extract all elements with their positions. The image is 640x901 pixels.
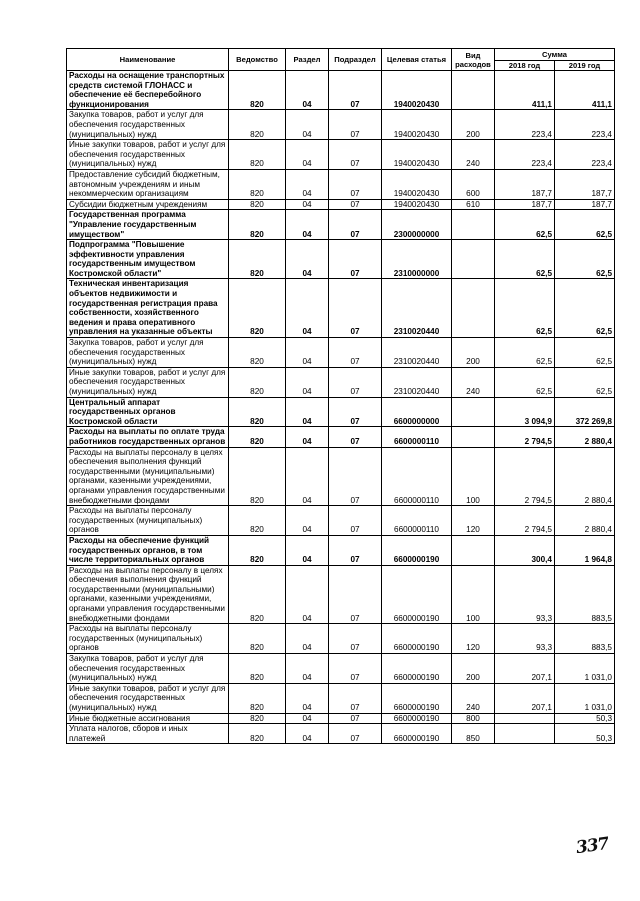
cell-2018: 223,4 — [495, 110, 555, 140]
cell-2018: 2 794,5 — [495, 506, 555, 536]
cell-section: 04 — [286, 624, 329, 654]
cell-target: 6600000190 — [382, 624, 452, 654]
cell-expense-type — [452, 397, 495, 427]
cell-expense-type: 200 — [452, 654, 495, 684]
cell-2019: 187,7 — [555, 169, 615, 199]
cell-dept: 820 — [229, 565, 286, 624]
cell-expense-type: 600 — [452, 169, 495, 199]
header-subsection: Подраздел — [329, 49, 382, 71]
cell-2018: 207,1 — [495, 654, 555, 684]
cell-2019: 62,5 — [555, 338, 615, 368]
table-row — [67, 624, 615, 654]
cell-target: 2300000000 — [382, 210, 452, 240]
cell-section: 04 — [286, 279, 329, 338]
header-sum: Сумма — [495, 49, 615, 61]
table-row — [67, 110, 615, 140]
cell-dept: 820 — [229, 71, 286, 110]
cell-2018: 300,4 — [495, 535, 555, 565]
cell-section: 04 — [286, 683, 329, 713]
cell-name: Предоставление субсидий бюджетным, автономным учреждениям и иным некоммерческим организациям — [67, 169, 229, 199]
cell-section: 04 — [286, 140, 329, 170]
cell-2018: 2 794,5 — [495, 427, 555, 447]
cell-dept: 820 — [229, 683, 286, 713]
header-section: Раздел — [286, 49, 329, 71]
cell-dept: 820 — [229, 427, 286, 447]
cell-name: Подпрограмма "Повышение эффективности управления государственным имуществом Костромской области" — [67, 240, 229, 279]
handwritten-page-number: 337 — [574, 833, 610, 859]
cell-2018: 62,5 — [495, 210, 555, 240]
cell-dept: 820 — [229, 140, 286, 170]
cell-expense-type: 100 — [452, 565, 495, 624]
cell-target: 6600000190 — [382, 724, 452, 744]
table-row — [67, 210, 615, 240]
cell-dept: 820 — [229, 110, 286, 140]
budget-table — [66, 48, 615, 744]
cell-name: Расходы на выплаты по оплате труда работников государственных органов — [67, 427, 229, 447]
cell-name: Иные закупки товаров, работ и услуг для обеспечения государственных (муниципальных) нужд — [67, 140, 229, 170]
cell-target: 6600000110 — [382, 506, 452, 536]
table-row — [67, 427, 615, 447]
cell-expense-type: 800 — [452, 713, 495, 724]
cell-subsection: 07 — [329, 338, 382, 368]
cell-dept: 820 — [229, 199, 286, 210]
cell-2019: 883,5 — [555, 624, 615, 654]
cell-2019: 2 880,4 — [555, 447, 615, 506]
cell-subsection: 07 — [329, 240, 382, 279]
cell-subsection: 07 — [329, 71, 382, 110]
cell-section: 04 — [286, 240, 329, 279]
cell-section: 04 — [286, 506, 329, 536]
table-row — [67, 397, 615, 427]
cell-subsection: 07 — [329, 199, 382, 210]
cell-2019: 1 031,0 — [555, 654, 615, 684]
cell-2018: 411,1 — [495, 71, 555, 110]
cell-name: Субсидии бюджетным учреждениям — [67, 199, 229, 210]
cell-2018: 207,1 — [495, 683, 555, 713]
cell-section: 04 — [286, 565, 329, 624]
cell-name: Техническая инвентаризация объектов недвижимости и государственная регистрация права собственности, хозяйственного ведения и права оперативного управления на указанные объекты — [67, 279, 229, 338]
cell-name: Закупка товаров, работ и услуг для обеспечения государственных (муниципальных) нужд — [67, 654, 229, 684]
cell-subsection: 07 — [329, 506, 382, 536]
cell-dept: 820 — [229, 713, 286, 724]
cell-2018: 62,5 — [495, 367, 555, 397]
cell-target: 1940020430 — [382, 71, 452, 110]
cell-section: 04 — [286, 71, 329, 110]
header-dept: Ведомство — [229, 49, 286, 71]
cell-section: 04 — [286, 427, 329, 447]
cell-expense-type — [452, 240, 495, 279]
cell-subsection: 07 — [329, 624, 382, 654]
cell-section: 04 — [286, 367, 329, 397]
cell-name: Расходы на выплаты персоналу в целях обеспечения выполнения функций государственными (муниципальными) органами, казенными учреждениями, органами управления государственными внебюджетными фондами — [67, 565, 229, 624]
cell-subsection: 07 — [329, 169, 382, 199]
cell-2019: 62,5 — [555, 210, 615, 240]
cell-2018: 62,5 — [495, 240, 555, 279]
cell-target: 6600000000 — [382, 397, 452, 427]
cell-2019: 1 031,0 — [555, 683, 615, 713]
cell-target: 1940020430 — [382, 110, 452, 140]
cell-2019: 62,5 — [555, 367, 615, 397]
cell-name: Центральный аппарат государственных органов Костромской области — [67, 397, 229, 427]
cell-expense-type: 200 — [452, 338, 495, 368]
cell-2019: 187,7 — [555, 199, 615, 210]
cell-subsection: 07 — [329, 210, 382, 240]
cell-section: 04 — [286, 724, 329, 744]
header-name: Наименование — [67, 49, 229, 71]
cell-subsection: 07 — [329, 447, 382, 506]
cell-section: 04 — [286, 110, 329, 140]
cell-2018: 187,7 — [495, 199, 555, 210]
cell-subsection: 07 — [329, 110, 382, 140]
cell-target: 2310020440 — [382, 338, 452, 368]
cell-expense-type: 200 — [452, 110, 495, 140]
table-row — [67, 199, 615, 210]
cell-dept: 820 — [229, 654, 286, 684]
cell-name: Расходы на обеспечение функций государственных органов, в том числе территориальных органов — [67, 535, 229, 565]
table-body — [67, 71, 615, 744]
cell-subsection: 07 — [329, 654, 382, 684]
cell-2018 — [495, 713, 555, 724]
cell-name: Иные бюджетные ассигнования — [67, 713, 229, 724]
cell-target: 6600000190 — [382, 683, 452, 713]
cell-target: 6600000190 — [382, 654, 452, 684]
cell-section: 04 — [286, 535, 329, 565]
cell-dept: 820 — [229, 338, 286, 368]
cell-2019: 223,4 — [555, 140, 615, 170]
cell-2018: 2 794,5 — [495, 447, 555, 506]
cell-expense-type — [452, 279, 495, 338]
table-row — [67, 140, 615, 170]
cell-2018: 62,5 — [495, 279, 555, 338]
cell-2018: 62,5 — [495, 338, 555, 368]
cell-expense-type: 850 — [452, 724, 495, 744]
cell-target: 2310000000 — [382, 240, 452, 279]
cell-dept: 820 — [229, 240, 286, 279]
cell-dept: 820 — [229, 367, 286, 397]
cell-dept: 820 — [229, 169, 286, 199]
cell-expense-type — [452, 427, 495, 447]
cell-subsection: 07 — [329, 427, 382, 447]
table-row — [67, 506, 615, 536]
table-row — [67, 240, 615, 279]
cell-expense-type — [452, 535, 495, 565]
table-row — [67, 654, 615, 684]
cell-subsection: 07 — [329, 565, 382, 624]
cell-subsection: 07 — [329, 713, 382, 724]
cell-2019: 2 880,4 — [555, 427, 615, 447]
cell-subsection: 07 — [329, 279, 382, 338]
cell-name: Иные закупки товаров, работ и услуг для обеспечения государственных (муниципальных) нужд — [67, 683, 229, 713]
cell-dept: 820 — [229, 210, 286, 240]
cell-dept: 820 — [229, 506, 286, 536]
cell-section: 04 — [286, 447, 329, 506]
table-row — [67, 535, 615, 565]
cell-subsection: 07 — [329, 367, 382, 397]
cell-2018 — [495, 724, 555, 744]
cell-expense-type: 240 — [452, 683, 495, 713]
table-row — [67, 367, 615, 397]
cell-2019: 2 880,4 — [555, 506, 615, 536]
table-row — [67, 683, 615, 713]
cell-name: Расходы на выплаты персоналу государственных (муниципальных) органов — [67, 624, 229, 654]
cell-2018: 93,3 — [495, 565, 555, 624]
cell-dept: 820 — [229, 447, 286, 506]
cell-name: Расходы на выплаты персоналу в целях обеспечения выполнения функций государственными (муниципальными) органами, казенными учреждениями, органами управления государственными внебюджетными фондами — [67, 447, 229, 506]
cell-2019: 1 964,8 — [555, 535, 615, 565]
cell-dept: 820 — [229, 279, 286, 338]
cell-section: 04 — [286, 199, 329, 210]
cell-2019: 223,4 — [555, 110, 615, 140]
cell-subsection: 07 — [329, 397, 382, 427]
cell-subsection: 07 — [329, 535, 382, 565]
cell-expense-type: 100 — [452, 447, 495, 506]
cell-2019: 411,1 — [555, 71, 615, 110]
header-2018: 2018 год — [495, 61, 555, 71]
cell-target: 2310020440 — [382, 279, 452, 338]
cell-name: Закупка товаров, работ и услуг для обеспечения государственных (муниципальных) нужд — [67, 338, 229, 368]
cell-subsection: 07 — [329, 724, 382, 744]
cell-expense-type: 240 — [452, 367, 495, 397]
cell-target: 6600000110 — [382, 447, 452, 506]
cell-target: 6600000190 — [382, 713, 452, 724]
cell-target: 1940020430 — [382, 140, 452, 170]
header-target: Целевая статья — [382, 49, 452, 71]
cell-name: Уплата налогов, сборов и иных платежей — [67, 724, 229, 744]
cell-expense-type: 120 — [452, 624, 495, 654]
cell-2019: 50,3 — [555, 724, 615, 744]
cell-expense-type — [452, 210, 495, 240]
cell-section: 04 — [286, 338, 329, 368]
table-row — [67, 565, 615, 624]
table-row — [67, 713, 615, 724]
cell-target: 6600000110 — [382, 427, 452, 447]
table-row — [67, 169, 615, 199]
table-row — [67, 279, 615, 338]
cell-expense-type — [452, 71, 495, 110]
table-row — [67, 724, 615, 744]
cell-name: Иные закупки товаров, работ и услуг для обеспечения государственных (муниципальных) нужд — [67, 367, 229, 397]
cell-section: 04 — [286, 654, 329, 684]
cell-2019: 883,5 — [555, 565, 615, 624]
cell-2019: 62,5 — [555, 279, 615, 338]
cell-expense-type: 610 — [452, 199, 495, 210]
cell-dept: 820 — [229, 624, 286, 654]
cell-name: Расходы на оснащение транспортных средств системой ГЛОНАСС и обеспечение её бесперебойного функционирования — [67, 71, 229, 110]
cell-2018: 223,4 — [495, 140, 555, 170]
cell-target: 6600000190 — [382, 535, 452, 565]
header-expense-type: Вид расходов — [452, 49, 495, 71]
table-row — [67, 338, 615, 368]
table-row — [67, 71, 615, 110]
cell-2019: 62,5 — [555, 240, 615, 279]
cell-section: 04 — [286, 397, 329, 427]
cell-name: Расходы на выплаты персоналу государственных (муниципальных) органов — [67, 506, 229, 536]
cell-target: 2310020440 — [382, 367, 452, 397]
cell-target: 6600000190 — [382, 565, 452, 624]
cell-dept: 820 — [229, 535, 286, 565]
cell-subsection: 07 — [329, 683, 382, 713]
cell-section: 04 — [286, 169, 329, 199]
cell-target: 1940020430 — [382, 199, 452, 210]
header-2019: 2019 год — [555, 61, 615, 71]
cell-subsection: 07 — [329, 140, 382, 170]
cell-2019: 50,3 — [555, 713, 615, 724]
cell-expense-type: 240 — [452, 140, 495, 170]
cell-2018: 93,3 — [495, 624, 555, 654]
cell-2019: 372 269,8 — [555, 397, 615, 427]
table-row — [67, 447, 615, 506]
cell-dept: 820 — [229, 397, 286, 427]
cell-section: 04 — [286, 210, 329, 240]
cell-dept: 820 — [229, 724, 286, 744]
cell-section: 04 — [286, 713, 329, 724]
cell-2018: 187,7 — [495, 169, 555, 199]
cell-name: Государственная программа "Управление государственным имуществом" — [67, 210, 229, 240]
cell-name: Закупка товаров, работ и услуг для обеспечения государственных (муниципальных) нужд — [67, 110, 229, 140]
cell-expense-type: 120 — [452, 506, 495, 536]
cell-2018: 3 094,9 — [495, 397, 555, 427]
cell-target: 1940020430 — [382, 169, 452, 199]
